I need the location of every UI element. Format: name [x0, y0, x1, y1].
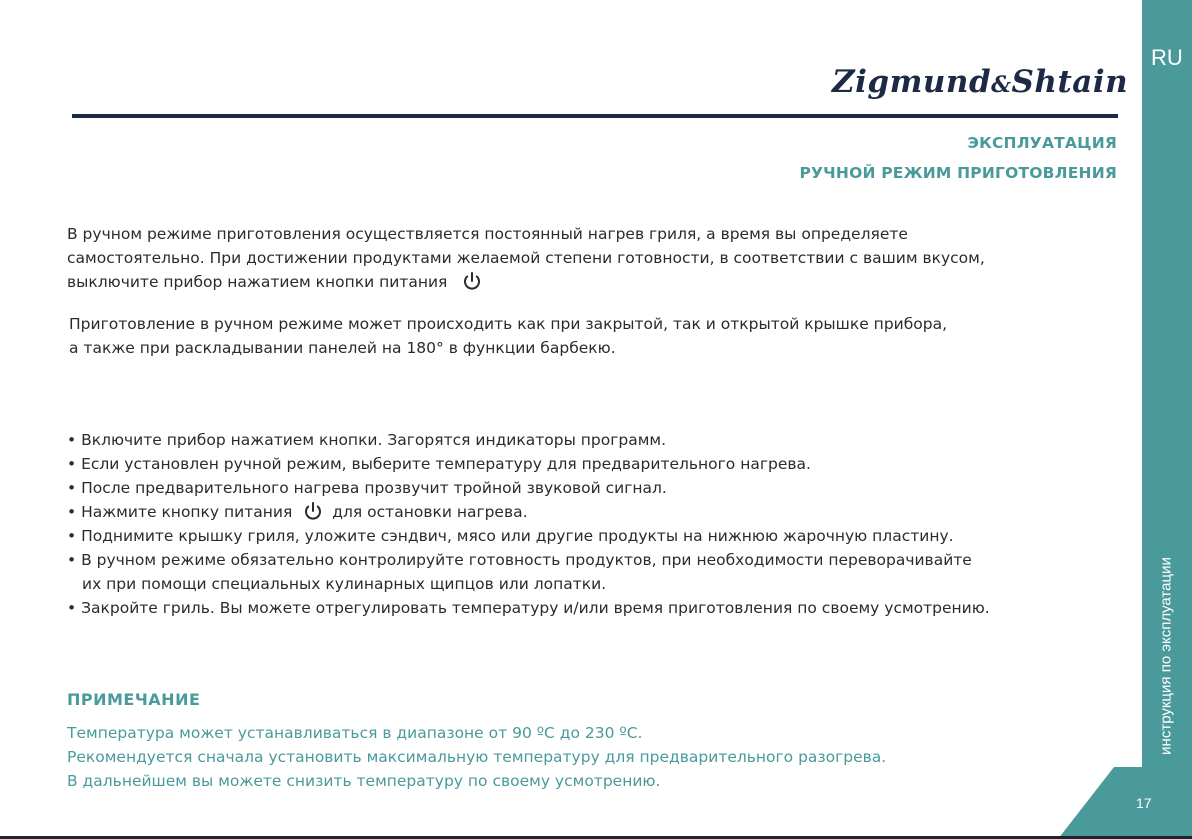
intro-line-3-text: выключите прибор нажатием кнопки питания — [67, 273, 448, 291]
step-3: • После предварительного нагрева прозвучит тройной звуковой сигнал. — [67, 479, 667, 497]
note-text — [67, 721, 886, 793]
note-line-3: В дальнейшем вы можете снизить температуру по своему усмотрению. — [67, 772, 661, 790]
step-4 — [67, 500, 990, 524]
note-line-1: Температура может устанавливаться в диапазоне от 90 ºC до 230 ºC. — [67, 724, 643, 742]
intro-line-2: самостоятельно. При достижении продуктами желаемой степени готовности, в соответствии с вашим вкусом, — [67, 249, 985, 267]
intro-line-3 — [67, 270, 985, 299]
step-4-text-after: для остановки нагрева. — [332, 503, 528, 521]
page-number: 17 — [1136, 795, 1152, 811]
power-icon — [461, 270, 483, 299]
logo-text-right: Shtain — [1011, 64, 1129, 100]
intro-paragraph — [67, 222, 985, 299]
intro-line-1: В ручном режиме приготовления осуществляется постоянный нагрев гриля, а время вы определяете — [67, 225, 908, 243]
step-7: • Закройте гриль. Вы можете отрегулировать температуру и/или время приготовления по своему усмотрению. — [67, 599, 990, 617]
logo-ampersand: & — [991, 72, 1012, 98]
step-6-line-1: • В ручном режиме обязательно контролируйте готовность продуктов, при необходимости переворачивайте — [67, 551, 972, 569]
step-5: • Поднимите крышку гриля, уложите сэндвич, мясо или другие продукты на нижнюю жарочную пластину. — [67, 527, 954, 545]
steps-list — [67, 428, 990, 620]
note-title: ПРИМЕЧАНИЕ — [67, 690, 201, 709]
step-4-text-before: • Нажмите кнопку питания — [67, 503, 293, 521]
page-corner-tab — [1058, 767, 1192, 839]
manual-mode-paragraph — [69, 312, 947, 360]
step-1: • Включите прибор нажатием кнопки. Загорятся индикаторы программ. — [67, 431, 667, 449]
manual-mode-line-2: а также при раскладывании панелей на 180° в функции барбекю. — [69, 339, 616, 357]
note-line-2: Рекомендуется сначала установить максимальную температуру для предварительного разогрева. — [67, 748, 887, 766]
section-title: ЭКСПЛУАТАЦИЯ — [967, 134, 1117, 152]
manual-mode-line-1: Приготовление в ручном режиме может происходить как при закрытой, так и открытой крышке прибора, — [69, 315, 948, 333]
brand-logo — [832, 64, 1129, 100]
step-2: • Если установлен ручной режим, выберите температуру для предварительного нагрева. — [67, 455, 811, 473]
step-6-line-2: их при помощи специальных кулинарных щипцов или лопатки. — [82, 575, 607, 593]
header-rule — [72, 114, 1118, 118]
logo-text-left: Zigmund — [832, 64, 992, 100]
sidebar-caption: инструкция по эксплуатации — [1157, 557, 1175, 755]
section-subtitle: РУЧНОЙ РЕЖИМ ПРИГОТОВЛЕНИЯ — [799, 164, 1117, 182]
language-label: RU — [1151, 45, 1183, 70]
